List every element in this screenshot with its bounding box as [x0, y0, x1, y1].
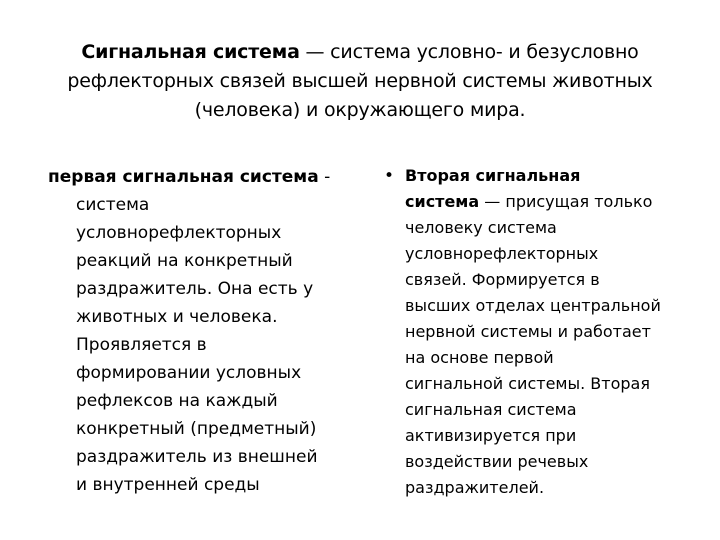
right-line: условнорефлекторных	[405, 244, 599, 263]
first-signal-system-block	[48, 163, 358, 499]
left-line: раздражитель. Она есть у	[76, 279, 314, 299]
left-line: реакций на конкретный	[76, 251, 293, 271]
right-term-line: Вторая сигнальная	[405, 166, 581, 185]
left-line: раздражитель из внешней	[76, 447, 318, 467]
right-line: раздражителей.	[405, 478, 545, 497]
left-line: и внутренней среды	[76, 475, 260, 495]
bullet-icon: •	[384, 166, 395, 186]
right-term: система	[405, 192, 480, 211]
second-signal-system-block	[384, 163, 694, 501]
right-term-line-2	[405, 189, 694, 215]
left-text	[48, 191, 358, 499]
left-line: Проявляется в	[76, 335, 207, 355]
right-line: на основе первой	[405, 348, 554, 367]
right-line: активизируется при	[405, 426, 577, 445]
title-definition: — система условно- и безусловно рефлекторных связей высшей нервной системы животных (человека) и окружающего мира.	[67, 41, 653, 121]
right-line: нервной системы и работает	[405, 322, 651, 341]
left-dash: -	[318, 167, 331, 187]
left-line: условнорефлекторных	[76, 223, 282, 243]
slide-title	[40, 38, 680, 125]
right-line: человеку система	[405, 218, 557, 237]
title-term: Сигнальная система	[81, 41, 300, 63]
left-line: животных и человека.	[76, 307, 278, 327]
right-line: сигнальная система	[405, 400, 577, 419]
right-line: высших отделах центральной	[405, 296, 661, 315]
left-term: первая сигнальная система	[48, 167, 319, 187]
left-heading-line	[48, 163, 358, 191]
left-line: рефлексов на каждый	[76, 391, 278, 411]
left-line: система	[76, 195, 150, 215]
right-line: связей. Формируется в	[405, 270, 600, 289]
right-line: воздействии речевых	[405, 452, 589, 471]
left-line: формировании условных	[76, 363, 302, 383]
right-first-rest: — присущая только	[479, 192, 653, 211]
left-line: конкретный (предметный)	[76, 419, 317, 439]
right-text	[384, 163, 694, 501]
right-line: сигнальной системы. Вторая	[405, 374, 650, 393]
